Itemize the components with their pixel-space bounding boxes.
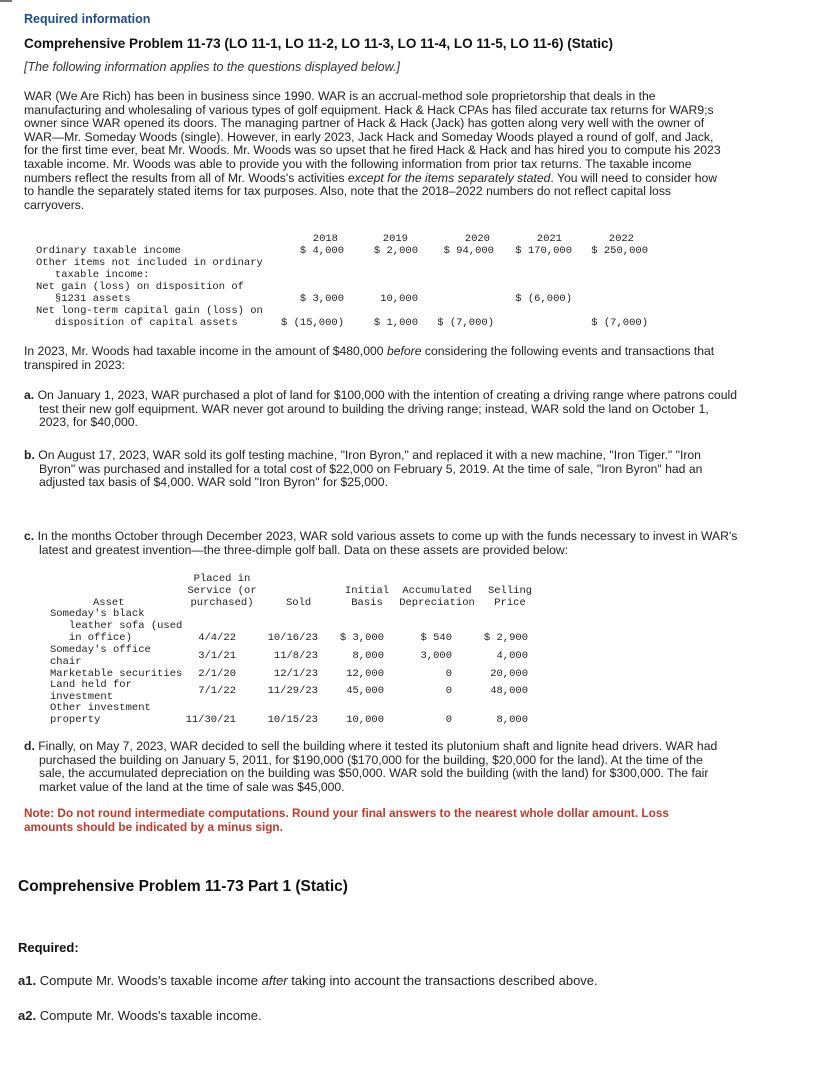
- table-cell: 12,000: [346, 668, 384, 680]
- table-cell: $ 3,000: [339, 632, 384, 644]
- instruction-subtitle: [The following information applies to the questions displayed below.]: [24, 60, 400, 74]
- asset-name: chair: [50, 656, 82, 668]
- item-a-text: On January 1, 2023, WAR purchased a plot of land for $100,000 with the intention of creating a driving range where patrons could test their new golf equipment. WAR never got around to building the driving range; instead, WAR sold the land on October 1, 2023, for $40,000.: [37, 388, 737, 430]
- year-header: 2019: [382, 233, 408, 245]
- table-cell: $ (6,000): [515, 293, 572, 305]
- intro-tail: . You will need to consider how to handle the separately stated items for tax purposes. Also, note that the 2018–2022 numbers do not reflect capital loss carryovers.: [24, 170, 718, 212]
- row-label: disposition of capital assets: [36, 317, 238, 329]
- table-cell: 3,000: [420, 650, 452, 662]
- item-d-label: d.: [24, 739, 35, 753]
- table-cell: $ (15,000): [280, 317, 344, 329]
- table-cell: 10,000: [380, 293, 418, 305]
- year-header: 2021: [536, 233, 562, 245]
- item-d-text: Finally, on May 7, 2023, WAR decided to sell the building where it tested its plutonium shaft and lignite head drivers. WAR had purchased the building on January 5, 2011, for $190,000 ($170,000 for the building, $20,000 for the land). At the time of the sale, the accumulated depreciation on the building was $50,000. WAR sold the building (with the land) for $300,000. The fair market value of the land at the time of sale was $45,000.: [38, 739, 718, 794]
- table-cell: $ 170,000: [515, 245, 572, 257]
- item-b-text: On August 17, 2023, WAR sold its golf testing machine, "Iron Byron," and replaced it with a new machine, "Iron Tiger." "Iron Byron" was purchased and installed for a total cost of $22,000 on February 5, 2019. At the time of sale, "Iron Byron" had an adjusted tax basis of $4,000. WAR sold "Iron Byron" for $25,000.: [38, 448, 703, 490]
- asset-name: investment: [50, 691, 114, 703]
- p2-post: considering the following events and transactions that transpired in 2023:: [24, 344, 715, 372]
- p2-pre: In 2023, Mr. Woods had taxable income in the amount of $480,000: [24, 344, 387, 358]
- table-cell: 8,000: [496, 714, 528, 726]
- question-a1: [18, 973, 598, 988]
- table-cell: $ (7,000): [437, 317, 494, 329]
- table-cell: 11/30/21: [185, 714, 236, 726]
- taxable-income-paragraph: [24, 345, 724, 372]
- asset-name: leather sofa (used: [50, 620, 183, 632]
- table-cell: $ 250,000: [591, 245, 648, 257]
- table-cell: $ (7,000): [591, 317, 648, 329]
- required-information-heading: Required information: [24, 12, 151, 26]
- intro-emphasis: except for the items separately stated: [347, 170, 551, 185]
- table-cell: 8,000: [352, 650, 384, 662]
- question-a1-label: a1.: [18, 973, 37, 988]
- table-cell: 0: [445, 668, 452, 680]
- table-cell: 4/4/22: [198, 632, 236, 644]
- question-a1-emphasis: after: [261, 973, 288, 988]
- asset-name: Land held for: [50, 679, 132, 691]
- table-cell: $ 540: [420, 632, 452, 644]
- table-cell: 10/16/23: [267, 632, 318, 644]
- intro-paragraph: [24, 90, 724, 212]
- column-header: Initial: [344, 585, 390, 597]
- row-label: §1231 assets: [36, 293, 131, 305]
- table-cell: 0: [445, 714, 452, 726]
- table-cell: 0: [445, 685, 452, 697]
- item-c-text: In the months October through December 2023, WAR sold various assets to come up with the funds necessary to invest in WAR's latest and greatest invention—the three-dimple golf ball. Data on these assets are provided below:: [37, 529, 738, 557]
- rounding-note: Note: Do not round intermediate computations. Round your final answers to the nearest whole dollar amount. Loss amounts should be indicated by a minus sign.: [24, 806, 669, 834]
- table-cell: 4,000: [496, 650, 528, 662]
- table-cell: 3/1/21: [198, 650, 236, 662]
- question-a1-tail: taking into account the transactions described above.: [287, 973, 598, 988]
- column-header: Selling: [487, 585, 533, 597]
- table-cell: 10/15/23: [267, 714, 318, 726]
- table-cell: 2/1/20: [198, 668, 236, 680]
- table-cell: 48,000: [490, 685, 528, 697]
- column-header: purchased): [190, 597, 254, 609]
- table-cell: 10,000: [346, 714, 384, 726]
- table-cell: 20,000: [490, 668, 528, 680]
- table-cell: 12/1/23: [273, 668, 318, 680]
- item-d: [24, 740, 729, 794]
- asset-name: Someday's office: [50, 644, 151, 656]
- asset-name: Marketable securities: [50, 668, 183, 680]
- question-a2: [18, 1008, 262, 1023]
- table-cell: $ 2,900: [483, 632, 528, 644]
- column-header: Placed in: [193, 573, 251, 585]
- column-header: Asset: [93, 597, 125, 609]
- p2-emphasis: before: [386, 344, 422, 358]
- item-c-label: c.: [24, 529, 35, 543]
- row-label: Ordinary taxable income: [36, 245, 181, 257]
- table-cell: $ 3,000: [299, 293, 344, 305]
- column-header: Service (or: [187, 585, 257, 597]
- table-cell: $ 2,000: [373, 245, 418, 257]
- table-cell: 7/1/22: [198, 685, 236, 697]
- table-cell: $ 4,000: [299, 245, 344, 257]
- row-label: taxable income:: [36, 269, 150, 281]
- row-label: Net long-term capital gain (loss) on: [36, 305, 263, 317]
- question-a2-label: a2.: [18, 1008, 37, 1023]
- item-b: [24, 449, 739, 490]
- column-header: Basis: [351, 597, 383, 609]
- question-a1-text: Compute Mr. Woods's taxable income: [39, 973, 262, 988]
- row-label: Other items not included in ordinary: [36, 257, 263, 269]
- intro-text: WAR (We Are Rich) has been in business since 1990. WAR is an accrual-method sole proprietorship that deals in the manufacturing and wholesaling of various types of golf equipment. Hack & Hack CPAs has filed accurate tax returns for WAR9;s owner since WAR opened its doors. The managing partner of Hack & Hack (Jack) has gotten along very well with the owner of WAR—Mr. Someday Woods (single). However, in early 2023, Jack Hack and Someday Woods played a round of golf, and Jack, for the first time ever, beat Mr. Woods. Mr. Woods was so upset that he fired Hack & Hack and has hired you to compute his 2023 taxable income. Mr. Woods was able to provide you with the following information from prior tax returns. The taxable income numbers reflect the results from all of Mr. Woods's activities: [24, 89, 721, 185]
- column-header: Sold: [286, 597, 312, 609]
- column-header: Price: [494, 597, 526, 609]
- item-b-label: b.: [24, 448, 35, 462]
- item-c: [24, 530, 739, 557]
- table-cell: 11/8/23: [273, 650, 318, 662]
- asset-name: property: [50, 714, 101, 726]
- asset-name: in office): [50, 632, 132, 644]
- asset-name: Someday's black: [50, 608, 145, 620]
- year-header: 2020: [464, 233, 490, 245]
- problem-title: Comprehensive Problem 11-73 (LO 11-1, LO 11-2, LO 11-3, LO 11-4, LO 11-5, LO 11-6) (Static): [24, 36, 613, 51]
- column-header: Depreciation: [399, 597, 475, 609]
- table-cell: $ 1,000: [373, 317, 418, 329]
- table-cell: $ 94,000: [443, 245, 494, 257]
- part-title: Comprehensive Problem 11-73 Part 1 (Static): [18, 878, 348, 895]
- required-heading: Required:: [18, 940, 79, 955]
- top-edge-marker: [0, 0, 12, 2]
- row-label: Net gain (loss) on disposition of: [36, 281, 244, 293]
- question-a2-text: Compute Mr. Woods's taxable income.: [39, 1008, 262, 1023]
- year-header: 2018: [312, 233, 338, 245]
- asset-name: Other investment: [50, 702, 151, 714]
- item-a: [24, 389, 739, 430]
- table-cell: 45,000: [346, 685, 384, 697]
- column-header: Accumulated: [402, 585, 472, 597]
- table-cell: 11/29/23: [267, 685, 318, 697]
- item-a-label: a.: [24, 388, 35, 402]
- year-header: 2022: [608, 233, 634, 245]
